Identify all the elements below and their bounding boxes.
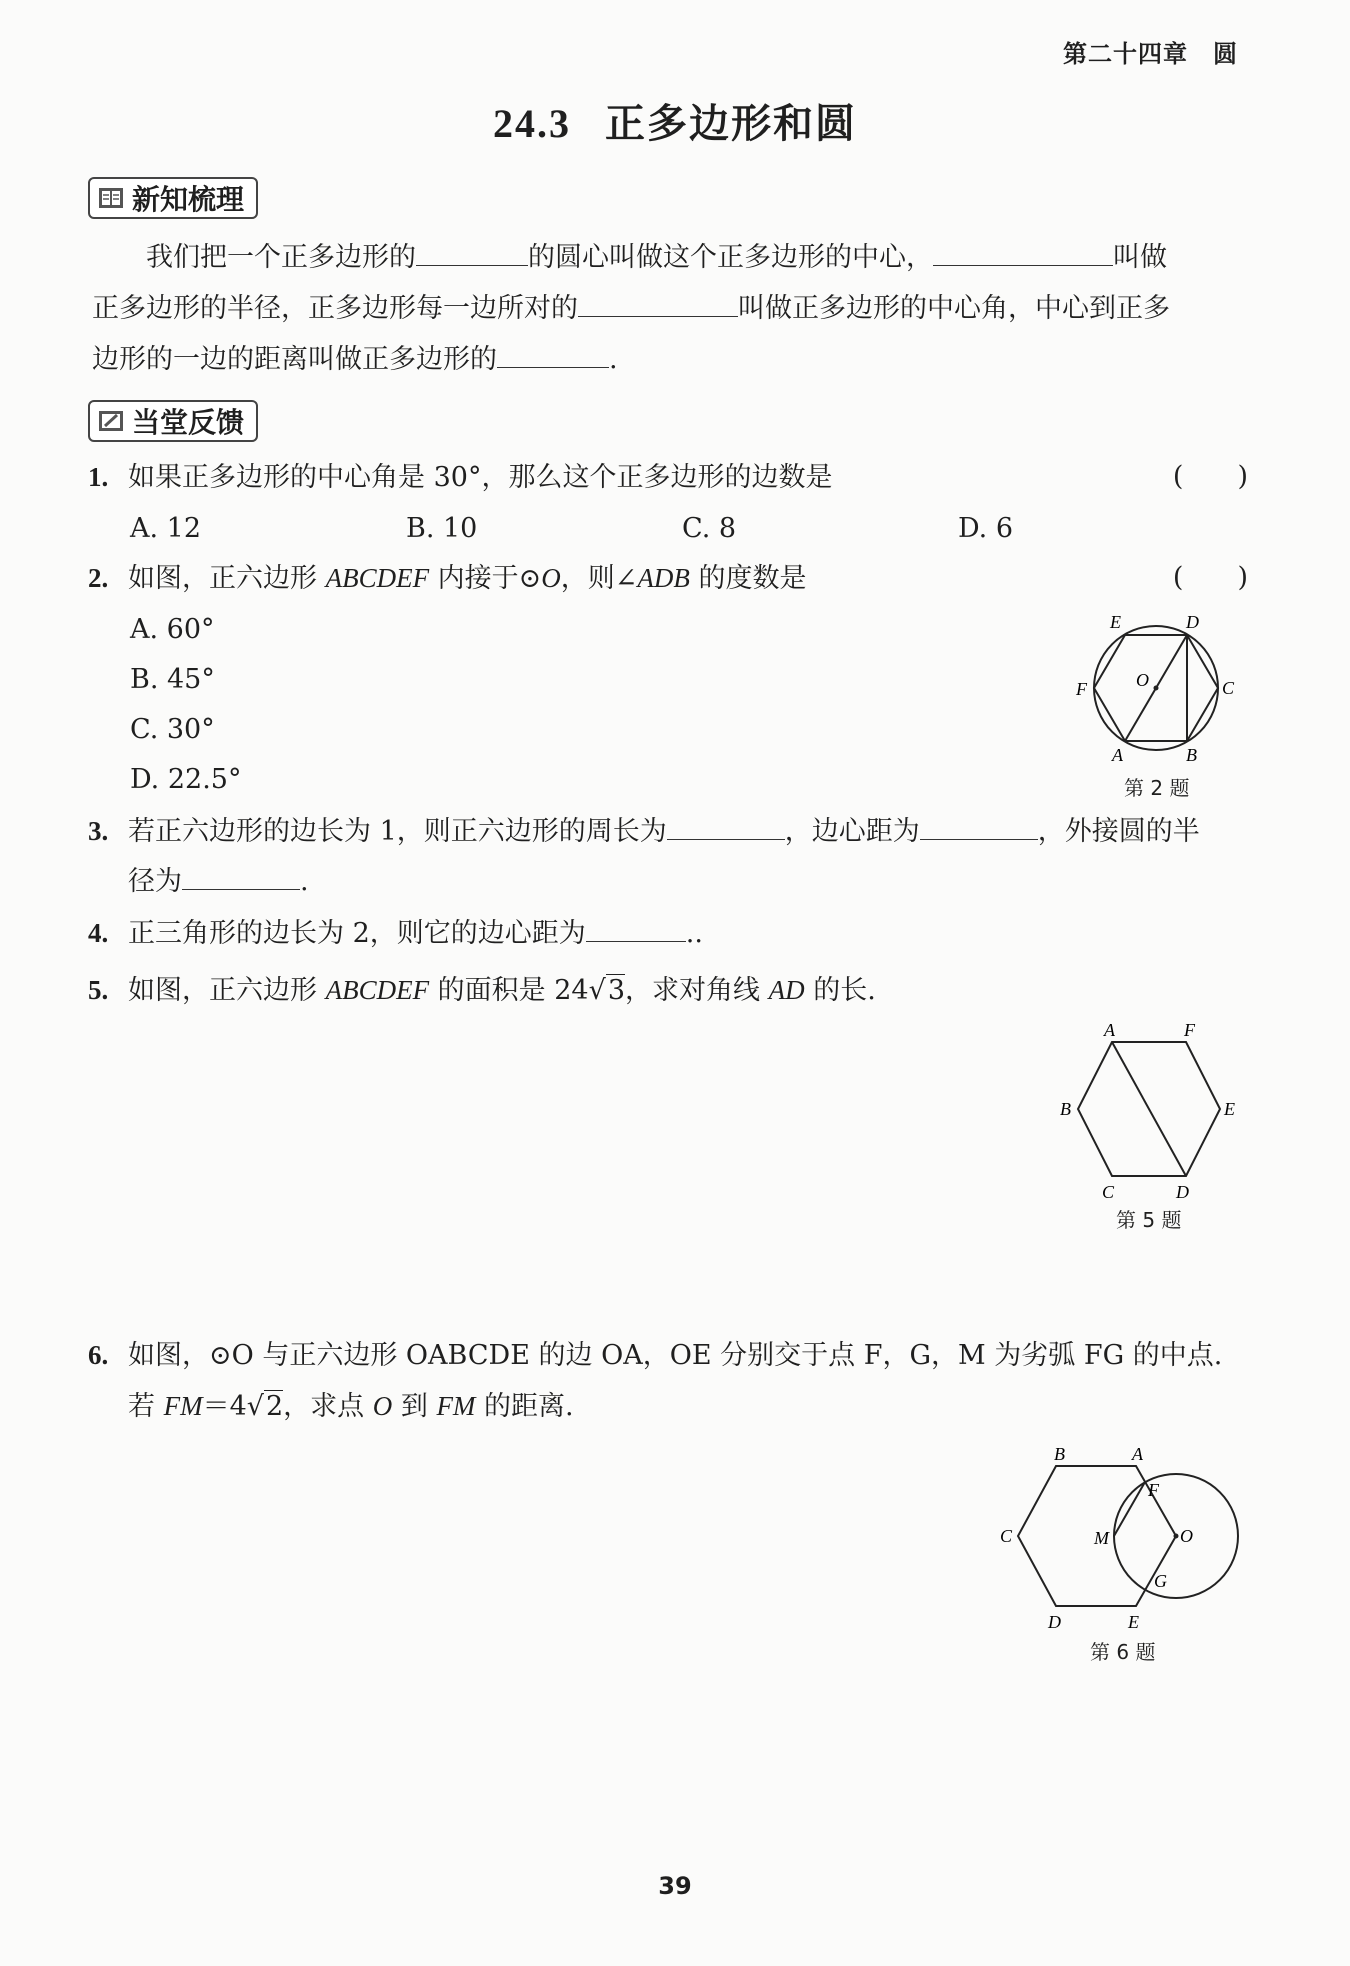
question-text: ..	[685, 918, 703, 949]
book-icon	[98, 186, 124, 210]
fig5-label: A	[1104, 1022, 1115, 1040]
q2-option-b[interactable]: B. 45°	[130, 664, 215, 695]
fig2-label: A	[1112, 745, 1123, 765]
fig6-label: G	[1154, 1571, 1167, 1591]
fig6-label: A	[1132, 1444, 1143, 1464]
fill-blank[interactable]	[182, 865, 300, 890]
fig5-label: D	[1176, 1182, 1189, 1202]
knowledge-text: 边形的一边的距离叫做正多边形的	[92, 344, 497, 375]
fill-blank[interactable]	[416, 241, 528, 266]
figure-2-inscribed-hexagon	[1070, 608, 1250, 770]
question-number: 3.	[88, 816, 109, 846]
question-text: .	[300, 866, 309, 897]
knowledge-text: 叫做正多边形的中心角，中心到正多	[738, 293, 1170, 324]
math-var: O	[541, 563, 561, 593]
q1-option-d[interactable]: D. 6	[958, 513, 1014, 544]
fill-blank[interactable]	[933, 241, 1113, 266]
question-number: 4.	[88, 918, 109, 948]
fill-blank[interactable]	[667, 815, 785, 840]
q1-option-c[interactable]: C. 8	[682, 513, 737, 544]
question-1	[88, 452, 1248, 503]
knowledge-section-label	[88, 177, 258, 219]
question-text: 如图，正六边形	[128, 975, 326, 1006]
feedback-section-label	[88, 400, 258, 442]
math-var: ADB	[637, 563, 690, 593]
fill-blank[interactable]	[586, 917, 686, 942]
sqrt-radicand: 3	[607, 975, 626, 1006]
fill-blank[interactable]	[920, 815, 1038, 840]
q2-option-c[interactable]: C. 30°	[130, 714, 215, 745]
fig2-label: D	[1186, 612, 1199, 632]
fig5-label: F	[1184, 1022, 1195, 1040]
math-var: ABCDEF	[325, 563, 430, 593]
question-text: 的度数是	[689, 563, 807, 594]
question-number: 6.	[88, 1340, 109, 1370]
fig2-label: F	[1076, 679, 1087, 699]
q1-option-a[interactable]: A. 12	[130, 513, 202, 544]
fig6-label: O	[1180, 1526, 1193, 1546]
fill-blank[interactable]	[497, 343, 609, 368]
math-var: O	[372, 1391, 393, 1421]
question-text: 的长.	[804, 975, 876, 1006]
figure-2-caption: 第 2 题	[1124, 776, 1190, 800]
figure-5-caption: 第 5 题	[1116, 1208, 1182, 1232]
question-text: 若正六边形的边长为 1，则正六边形的周长为	[128, 816, 667, 847]
page-number: 39	[658, 1872, 692, 1900]
fig6-label: F	[1148, 1480, 1159, 1500]
question-4	[88, 908, 1248, 959]
question-text: 若	[128, 1391, 164, 1422]
question-number: 2.	[88, 563, 109, 593]
question-text: ，求对角线	[625, 975, 769, 1006]
question-text: 到	[392, 1391, 437, 1422]
question-text: ，则∠	[560, 563, 638, 594]
question-text: 径为	[128, 866, 182, 897]
question-text: 的面积是 24	[429, 975, 589, 1006]
fig2-label: B	[1186, 745, 1197, 765]
sqrt-sign: √	[588, 975, 606, 1006]
section-title-text: 正多边形和圆	[605, 100, 857, 147]
pencil-note-icon	[98, 409, 124, 433]
fig2-label: E	[1110, 612, 1121, 632]
knowledge-label-text: 新知梳理	[132, 183, 245, 216]
fig5-label: C	[1102, 1182, 1115, 1202]
fig6-label: D	[1048, 1612, 1061, 1632]
feedback-label-text: 当堂反馈	[132, 406, 245, 439]
figure-6-hexagon-circle	[990, 1444, 1250, 1632]
question-3	[88, 806, 1248, 907]
knowledge-text: 的圆心叫做这个正多边形的中心，	[528, 242, 933, 273]
sqrt-radicand: 2	[265, 1391, 284, 1422]
answer-paren[interactable]: ( )	[1172, 461, 1248, 492]
figure-6-caption: 第 6 题	[1090, 1640, 1156, 1664]
question-number: 1.	[88, 462, 109, 492]
fig2-label: C	[1222, 678, 1235, 698]
q2-option-a[interactable]: A. 60°	[130, 614, 215, 645]
question-text: ，外接圆的半	[1037, 816, 1200, 847]
question-number: 5.	[88, 975, 109, 1005]
question-text: 如果正多边形的中心角是 30°，那么这个正多边形的边数是	[128, 462, 833, 493]
q1-option-b[interactable]: B. 10	[406, 513, 478, 544]
knowledge-text: 叫做	[1113, 242, 1167, 273]
math-var: ABCDEF	[325, 975, 430, 1005]
fig6-label: B	[1054, 1444, 1065, 1464]
knowledge-paragraph	[92, 232, 1242, 385]
q2-option-d[interactable]: D. 22.5°	[130, 764, 242, 795]
question-text: 正三角形的边长为 2，则它的边心距为	[128, 918, 586, 949]
fig6-label: E	[1128, 1612, 1139, 1632]
math-var: FM	[163, 1391, 203, 1421]
sqrt-sign: √	[246, 1391, 264, 1422]
question-2	[88, 553, 1248, 604]
knowledge-text: 正多边形的半径，正多边形每一边所对的	[92, 293, 578, 324]
question-text: 如图，正六边形	[128, 563, 326, 594]
fig2-label: O	[1136, 670, 1149, 690]
math-var: FM	[436, 1391, 476, 1421]
answer-paren[interactable]: ( )	[1172, 562, 1248, 593]
question-text: 的距离.	[475, 1391, 574, 1422]
question-text: ，边心距为	[784, 816, 920, 847]
question-5	[88, 965, 1248, 1016]
knowledge-text: .	[609, 344, 618, 375]
question-text: 内接于⊙	[429, 563, 542, 594]
fig5-label: B	[1060, 1099, 1071, 1119]
fig5-label: E	[1224, 1099, 1235, 1119]
fill-blank[interactable]	[578, 292, 738, 317]
chapter-header: 第二十四章 圆	[1063, 40, 1238, 68]
figure-5-hexagon	[1052, 1022, 1252, 1202]
knowledge-text: 我们把一个正多边形的	[146, 242, 416, 273]
question-6	[88, 1330, 1248, 1432]
fig6-label: C	[1000, 1526, 1013, 1546]
question-text: ，求点	[283, 1391, 373, 1422]
section-number: 24.3	[493, 101, 571, 146]
question-text: ＝4	[202, 1391, 247, 1422]
math-var: AD	[768, 975, 805, 1005]
fig6-label: M	[1094, 1528, 1109, 1548]
question-text: 如图，⊙O 与正六边形 OABCDE 的边 OA，OE 分别交于点 F，G，M 为劣弧 FG 的中点.	[128, 1340, 1223, 1371]
section-title	[0, 92, 1350, 149]
